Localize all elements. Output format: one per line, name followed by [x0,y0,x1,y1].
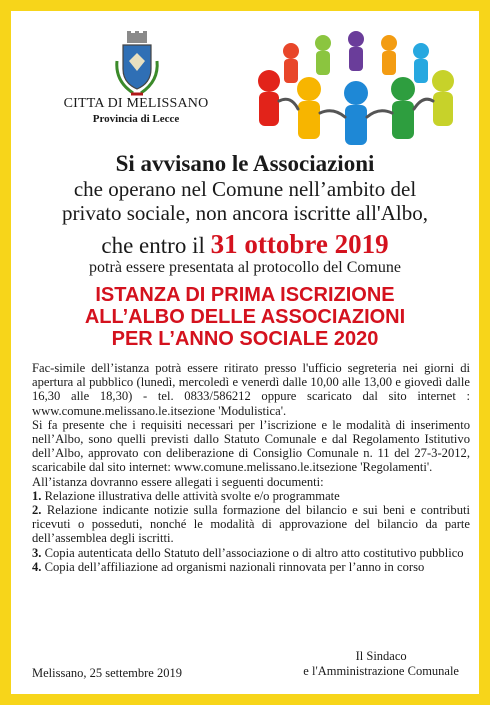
notice-title [11,284,479,350]
body-paragraph-1: Fac-simile dell’istanza potrà essere ritirato presso l'ufficio segreteria nei giorni di apertura al pubblico (lunedì, mercoledì e venerdì dalle 10,00 alle 13,00 e giovedì dalle 16,30 alle 18,30) - tel. 0833/586212 oppure scaricato dal sito internet : www.comune.melissano.le.itsezione 'Modulistica'. [32,361,470,418]
notice-sheet [11,11,479,694]
document-item: 1. Relazione illustrativa delle attività svolte e/o programmate [32,488,340,503]
body-paragraph-3: All’istanza dovranno essere allegati i seguenti documenti: [32,474,324,489]
document-item: 2. Relazione indicante notizie sulla formazione del bilancio e sui beni e contributi ricevuti o posseduti, nonché le modalità di approvazione del bilancio da parte dell’assemblea degli iscritti. [32,503,471,546]
document-item: 4. Copia dell’affiliazione ad organismi nazionali rinnovata per l’anno in corso [32,559,425,574]
document-item: 3. Copia autenticata dello Statuto dell’associazione o di altro atto costitutivo pubblico [32,545,464,560]
announcement-line-3: privato sociale, non ancora iscritte all'Albo, [62,201,428,225]
announcement-text [11,177,479,225]
signature-block [303,649,459,679]
deadline-prefix: che entro il [101,233,205,258]
place-and-date: Melissano, 25 settembre 2019 [32,666,182,680]
notice-body [32,361,470,574]
town-block [51,96,221,125]
announcement-line-2: che operano nel Comune nell’ambito del [73,177,417,201]
title-line-1: ISTANZA DI PRIMA ISCRIZIONE [95,284,395,306]
protocol-line: potrà essere presentata al protocollo del Comune [89,259,401,276]
deadline-line [11,229,479,260]
municipal-crest-icon [111,31,163,99]
announcement-heading: Si avvisano le Associazioni [115,151,375,176]
body-paragraph-2: Si fa presente che i requisiti necessari per l’iscrizione e le modalità di inserimento nell’Albo, sono quelli previsti dallo Statuto Comunale e dal Regolamento Istitutivo dell’Albo, approvato con deliberazione di Consiglio Comunale n. 11 del 27-3-2012, scaricabile dal sito internet: www.comune.melissano.le.itsezione 'Regolamenti'. [32,417,470,475]
deadline-date: 31 ottobre 2019 [210,229,389,259]
signature-line-1: Il Sindaco [355,649,407,663]
back-row-figures [283,31,429,83]
town-name: CITTA DI MELISSANO [63,96,209,111]
title-line-2: ALL’ALBO DELLE ASSOCIAZIONI [84,306,406,328]
province-name: Provincia di Lecce [92,113,180,125]
signature-line-2: e l'Amministrazione Comunale [303,664,459,678]
people-circle-illustration [251,29,461,149]
title-line-3: PER L’ANNO SOCIALE 2020 [111,328,379,350]
